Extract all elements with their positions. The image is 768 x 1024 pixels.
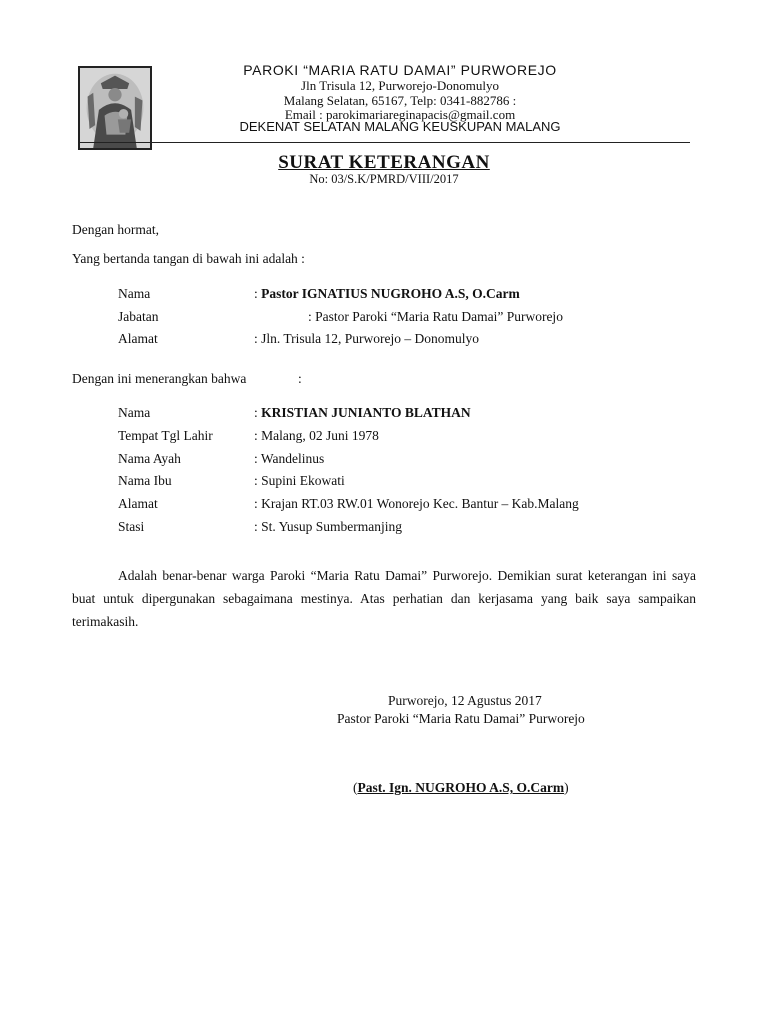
field-label: Nama Ibu (118, 473, 172, 488)
declaration-text: Dengan ini menerangkan bahwa (72, 371, 247, 386)
signatory-name: Pastor IGNATIUS NUGROHO A.S, O.Carm (261, 286, 520, 301)
signatory-position-row (118, 309, 563, 325)
declaration-line (72, 371, 302, 387)
subject-name-row (118, 405, 471, 421)
paren-close: ) (564, 780, 569, 795)
subject-father: : Wandelinus (254, 451, 325, 466)
greeting: Dengan hormat, (72, 222, 159, 237)
signature-title: Pastor Paroki “Maria Ratu Damai” Purworejo (337, 711, 585, 726)
field-label: Jabatan (118, 309, 159, 324)
signatory-address-row (118, 331, 479, 347)
letterhead-deanery: DEKENAT SELATAN MALANG KEUSKUPAN MALANG (239, 119, 561, 134)
field-label: Nama (118, 286, 151, 301)
subject-father-row (118, 451, 324, 467)
field-colon: : (254, 405, 262, 420)
subject-station-row (118, 519, 402, 535)
field-label: Tempat Tgl Lahir (118, 428, 213, 443)
field-label: Nama (118, 405, 151, 420)
signatory-position: : Pastor Paroki “Maria Ratu Damai” Purworejo (254, 309, 563, 324)
subject-name: KRISTIAN JUNIANTO BLATHAN (261, 405, 471, 420)
signatory-address: : Jln. Trisula 12, Purworejo – Donomulyo (254, 331, 480, 346)
letterhead-parish: PAROKI “MARIA RATU DAMAI” PURWOREJO (243, 62, 557, 78)
declaration-colon: : (298, 371, 302, 386)
letterhead-divider (78, 142, 690, 143)
body-paragraph: Adalah benar-benar warga Paroki “Maria Ratu Damai” Purworejo. Demikian surat keterangan ini saya buat untuk dipergunakan sebagaimana mestinya. Atas perhatian dan kerjasama yang baik saya sampaikan terimakasih. (72, 568, 696, 629)
field-label: Alamat (118, 331, 158, 346)
letter-number: No: 03/S.K/PMRD/VIII/2017 (309, 172, 459, 186)
subject-station: : St. Yusup Sumbermanjing (254, 519, 403, 534)
signatory-name-row (118, 286, 520, 302)
signature-place-date: Purworejo, 12 Agustus 2017 (388, 693, 542, 708)
subject-address-row (118, 496, 579, 512)
letter-title: SURAT KETERANGAN (278, 152, 490, 173)
virgin-and-child-icon (78, 66, 152, 150)
subject-mother: : Supini Ekowati (254, 473, 345, 488)
subject-birth: : Malang, 02 Juni 1978 (254, 428, 379, 443)
subject-address: : Krajan RT.03 RW.01 Wonorejo Kec. Bantur – Kab.Malang (254, 496, 579, 511)
letterhead-city-phone: Malang Selatan, 65167, Telp: 0341-882786 : (283, 93, 517, 108)
letterhead-email: Email : parokimariareginapacis@gmail.com (284, 107, 516, 122)
signature-name: Past. Ign. NUGROHO A.S, O.Carm (357, 780, 565, 795)
field-colon: : (254, 286, 262, 301)
intro-line: Yang bertanda tangan di bawah ini adalah : (72, 251, 305, 266)
subject-mother-row (118, 473, 345, 489)
subject-birth-row (118, 428, 379, 444)
signature-name-line (353, 780, 569, 796)
field-label: Alamat (118, 496, 158, 511)
field-label: Nama Ayah (118, 451, 181, 466)
field-label: Stasi (118, 519, 145, 534)
paren-open: ( (353, 780, 358, 795)
letterhead-address: Jln Trisula 12, Purworejo-Donomulyo (301, 78, 499, 93)
